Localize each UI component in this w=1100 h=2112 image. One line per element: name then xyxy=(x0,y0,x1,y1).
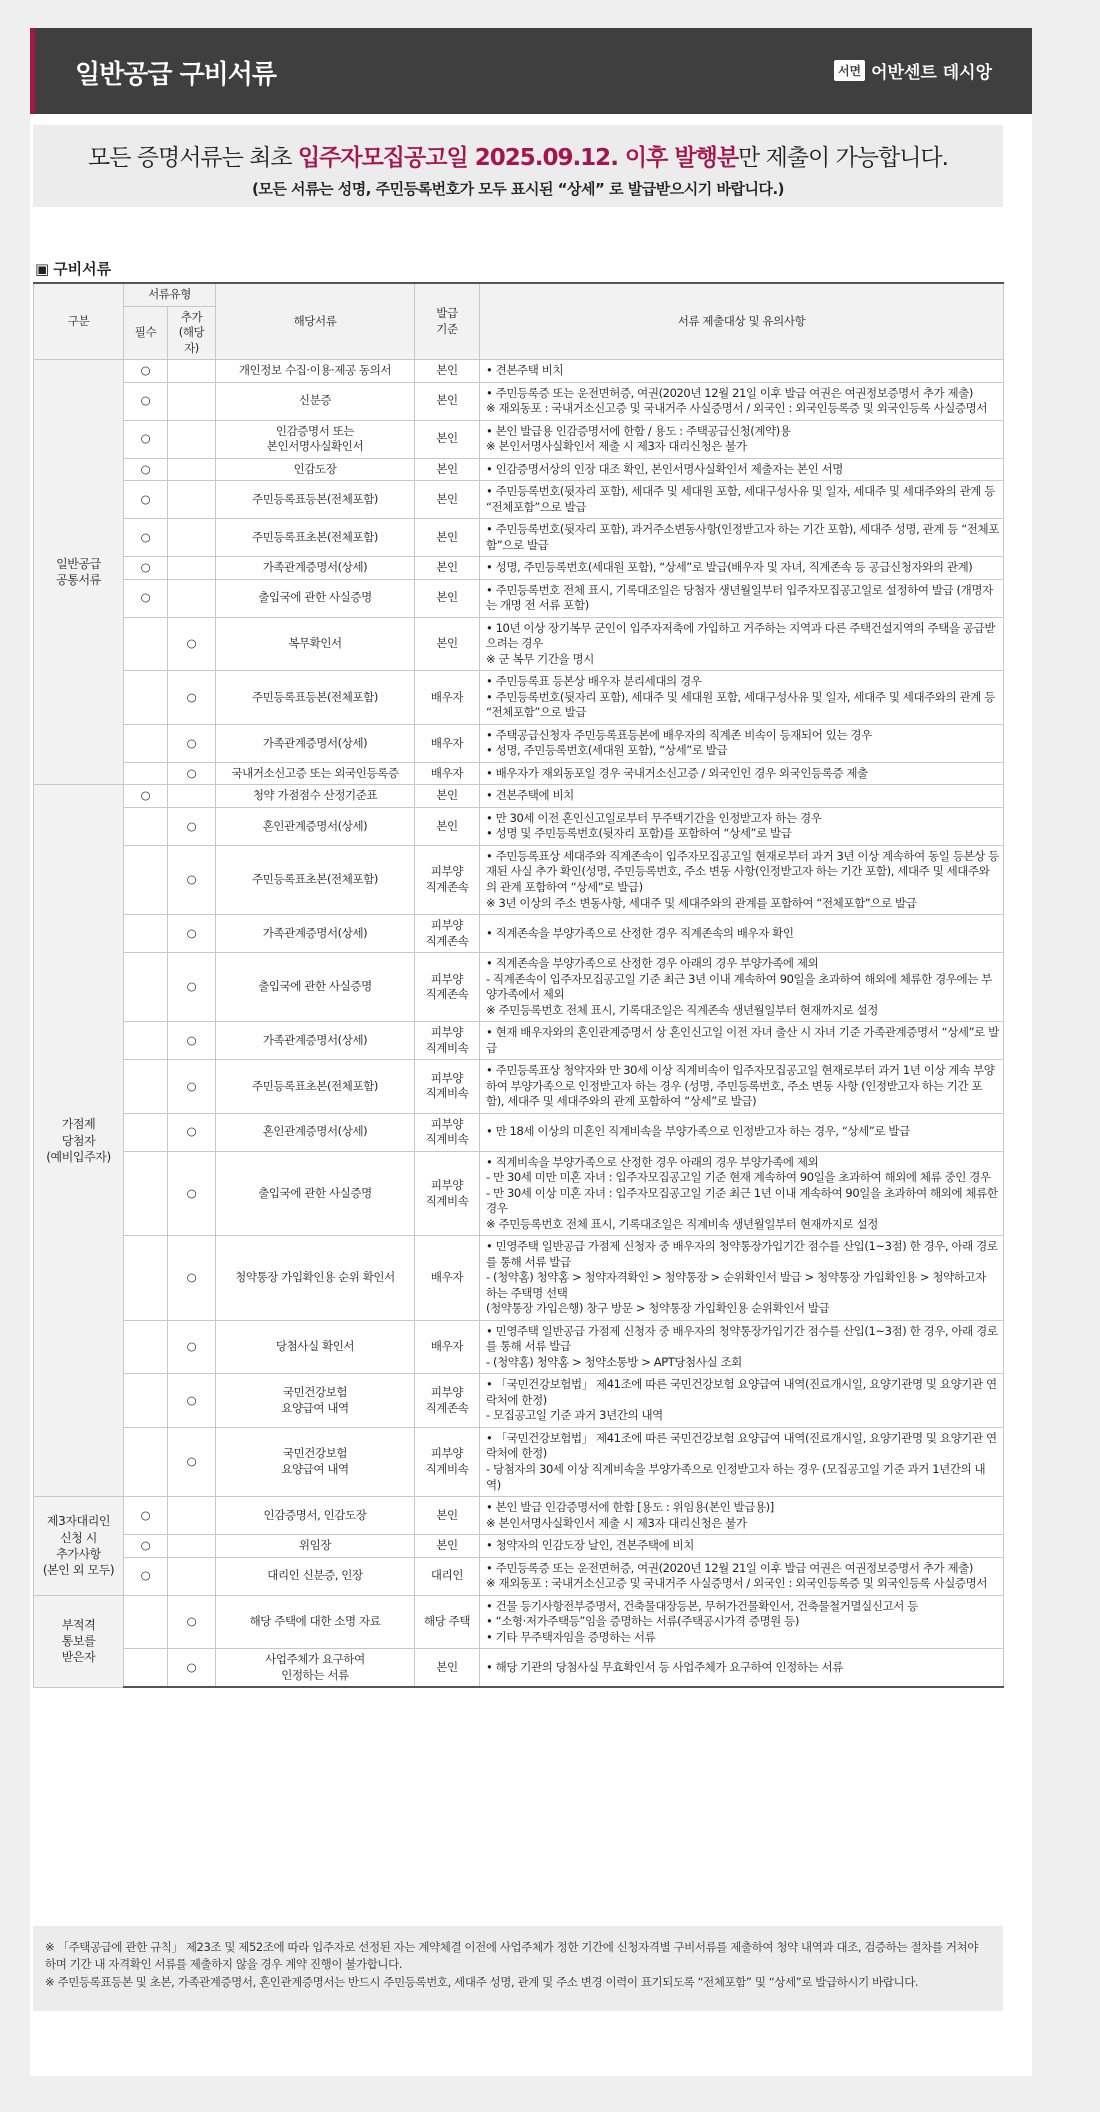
document-notes xyxy=(480,557,1004,580)
table-row xyxy=(34,1557,1004,1595)
note-line: • 주민등록번호(뒷자리 포함), 세대주 및 세대원 포함, 세대구성사유 및 일자, 세대주 및 세대주와의 관계 등 “전체포함”으로 발급 xyxy=(486,689,995,720)
issue-basis: 본인 xyxy=(415,458,480,481)
issue-basis: 본인 xyxy=(415,807,480,845)
note-line: • 성명 및 주민등록번호(뒷자리 포함)를 포함하여 “상세”로 발급 xyxy=(486,826,792,841)
issue-basis: 배우자 xyxy=(415,724,480,762)
required-mark xyxy=(124,724,168,762)
required-mark xyxy=(124,1427,168,1496)
section-title-text: 구비서류 xyxy=(53,260,112,278)
required-mark xyxy=(124,807,168,845)
required-mark xyxy=(124,762,168,785)
additional-mark: ○ xyxy=(168,1427,216,1496)
document-name: 주민등록표초본(전체포함) xyxy=(216,519,415,557)
additional-mark: ○ xyxy=(168,953,216,1022)
table-row xyxy=(34,617,1004,671)
document-name: 대리인 신분증, 인장 xyxy=(216,1557,415,1595)
footer-note: ※ 「주택공급에 관한 규칙」 제23조 및 제52조에 따라 입주자로 선정된 자는 계약체결 이전에 사업주체가 정한 기간에 신청자격별 구비서류를 제출하여 청약 내역과 대조, 검증하는 절차를 거쳐야 하며 기간 내 자격확인 서류를 제출하지 않을 경우 계약 진행이 불가합니다. xyxy=(45,1940,978,1972)
additional-mark: ○ xyxy=(168,915,216,953)
required-mark xyxy=(124,1022,168,1060)
note-line: • 주민등록표상 세대주와 직계존속이 입주자모집공고일 현재로부터 과거 3년 이상 계속하여 동일 등본상 등재된 사실 추가 확인(성명, 주민등록번호, 주소 변동 사항(인정받고자 하는 기간 포함), 세대주 및 세대주와의 관계 포함하여 “상세”로 발급) xyxy=(486,848,999,894)
required-mark: ○ xyxy=(124,420,168,458)
document-notes xyxy=(480,579,1004,617)
document-name: 국내거소신고증 또는 외국인등록증 xyxy=(216,762,415,785)
brand-name: 어반센트 데시앙 xyxy=(871,63,992,83)
issue-basis: 본인 xyxy=(415,519,480,557)
additional-mark xyxy=(168,1535,216,1558)
document-name: 주민등록표등본(전체포함) xyxy=(216,671,415,725)
note-line: • 직계비속을 부양가족으로 산정한 경우 아래의 경우 부양가족에 제외 xyxy=(486,1154,819,1169)
note-line: • 배우자가 재외동포일 경우 국내거소신고증 / 외국인인 경우 외국인등록증 제출 xyxy=(486,765,868,780)
header-category: 구분 xyxy=(34,283,124,360)
table-row xyxy=(34,458,1004,481)
issue-basis: 본인 xyxy=(415,1649,480,1688)
additional-mark xyxy=(168,1497,216,1535)
additional-mark: ○ xyxy=(168,1151,216,1236)
note-line: • 직계존속을 부양가족으로 산정한 경우 아래의 경우 부양가족에 제외 xyxy=(486,956,819,971)
issue-basis: 피부양 직계비속 xyxy=(415,1113,480,1151)
table-row xyxy=(34,1022,1004,1060)
group-label: 일반공급 공통서류 xyxy=(34,360,124,785)
additional-mark: ○ xyxy=(168,1649,216,1688)
note-line: - 모집공고일 기준 과거 3년간의 내역 xyxy=(486,1408,663,1423)
document-name: 출입국에 관한 사실증명 xyxy=(216,953,415,1022)
document-notes xyxy=(480,617,1004,671)
note-line: - 직계존속이 입주자모집공고일 기준 최근 3년 이내 계속하여 90일을 초과하여 해외에 체류한 경우에는 부양가족에서 제외 xyxy=(486,971,992,1002)
issue-basis: 피부양 직계비속 xyxy=(415,1151,480,1236)
table-row xyxy=(34,845,1004,914)
document-name: 가족관계증명서(상세) xyxy=(216,724,415,762)
note-line: • 주민등록표 등본상 배우자 분리세대의 경우 xyxy=(486,674,702,689)
additional-mark xyxy=(168,519,216,557)
issue-basis: 대리인 xyxy=(415,1557,480,1595)
document-name: 가족관계증명서(상세) xyxy=(216,557,415,580)
required-mark xyxy=(124,1236,168,1321)
document-name: 당첨사실 확인서 xyxy=(216,1320,415,1374)
note-line: • 견본주택에 비치 xyxy=(486,788,574,803)
document-notes xyxy=(480,1236,1004,1321)
section-title xyxy=(35,258,111,279)
note-line: • 본인 발급 인감증명서에 한함 [용도 : 위임용(본인 발급용)] xyxy=(486,1500,774,1515)
additional-mark: ○ xyxy=(168,1022,216,1060)
additional-mark: ○ xyxy=(168,807,216,845)
document-name: 해당 주택에 대한 소명 자료 xyxy=(216,1595,415,1649)
table-row xyxy=(34,420,1004,458)
note-line: • 직계존속을 부양가족으로 산정한 경우 직계존속의 배우자 확인 xyxy=(486,925,794,940)
note-line: • 본인 발급용 인감증명서에 한함 / 용도 : 주택공급신청(계약)용 xyxy=(486,423,791,438)
table-row xyxy=(34,1595,1004,1649)
additional-mark xyxy=(168,557,216,580)
notice-highlight: 입주자모집공고일 2025.09.12. 이후 발행분 xyxy=(297,145,739,171)
note-line: • 인감증명서상의 인장 대조 확인, 본인서명사실확인서 제출자는 본인 서명 xyxy=(486,461,843,476)
document-notes xyxy=(480,953,1004,1022)
note-line: • 민영주택 일반공급 가점제 신청자 중 배우자의 청약통장가입기간 점수를 산입(1~3점) 한 경우, 아래 경로를 통해 서류 발급 xyxy=(486,1239,998,1269)
required-mark xyxy=(124,1151,168,1236)
document-name: 청약 가점점수 산정기준표 xyxy=(216,785,415,808)
group-label: 제3자대리인 신청 시 추가사항 (본인 외 모두) xyxy=(34,1497,124,1596)
document-name: 가족관계증명서(상세) xyxy=(216,915,415,953)
required-mark: ○ xyxy=(124,579,168,617)
note-line: ※ 재외동포 : 국내거소신고증 및 국내거주 사실증명서 / 외국인 : 외국인등록증 및 외국인등록 사실증명서 xyxy=(486,401,988,416)
group-label: 가점제 당첨자 (예비입주자) xyxy=(34,785,124,1497)
required-mark xyxy=(124,845,168,914)
document-notes xyxy=(480,762,1004,785)
document-name: 청약통장 가입확인용 순위 확인서 xyxy=(216,1236,415,1321)
additional-mark: ○ xyxy=(168,1060,216,1114)
table-row xyxy=(34,807,1004,845)
issue-basis: 본인 xyxy=(415,785,480,808)
required-mark xyxy=(124,1649,168,1688)
note-line: • 만 18세 이상의 미혼인 직계비속을 부양가족으로 인정받고자 하는 경우, “상세”로 발급 xyxy=(486,1124,910,1139)
group-label: 부적격 통보를 받은자 xyxy=(34,1595,124,1687)
footer-note: ※ 주민등록표등본 및 초본, 가족관계증명서, 혼인관계증명서는 반드시 주민등록번호, 세대주 성명, 관계 및 주소 변경 이력이 표기되도록 “전체포함” 및 “상세”로 발급하시기 바랍니다. xyxy=(45,1974,919,1989)
issue-basis: 본인 xyxy=(415,420,480,458)
issue-basis: 해당 주택 xyxy=(415,1595,480,1649)
table-row xyxy=(34,1497,1004,1535)
table-row xyxy=(34,1236,1004,1321)
issue-basis: 본인 xyxy=(415,1535,480,1558)
additional-mark xyxy=(168,360,216,383)
note-line: • 「국민건강보험법」 제41조에 따른 국민건강보험 요양급여 내역(진료개시일, 요양기관명 및 요양기관 연락처에 한정) xyxy=(486,1430,997,1461)
note-line: • 민영주택 일반공급 가점제 신청자 중 배우자의 청약통장가입기간 점수를 산입(1~3점) 한 경우, 아래 경로를 통해 서류 발급 xyxy=(486,1323,998,1354)
note-line: • 현재 배우자와의 혼인관계증명서 상 혼인신고일 이전 자녀 출산 시 자녀 기준 가족관계증명서 “상세”로 발급 xyxy=(486,1025,999,1055)
required-mark: ○ xyxy=(124,1535,168,1558)
note-line: • 만 30세 이전 혼인신고일로부터 무주택기간을 인정받고자 하는 경우 xyxy=(486,810,822,825)
document-name: 주민등록표초본(전체포함) xyxy=(216,1060,415,1114)
document-notes xyxy=(480,458,1004,481)
note-line: • 주민등록번호(뒷자리 포함), 세대주 및 세대원 포함, 세대구성사유 및 일자, 세대주 및 세대주와의 관계 등 “전체포함”으로 발급 xyxy=(486,484,995,514)
note-line: ※ 재외동포 : 국내거소신고증 및 국내거주 사실증명서 / 외국인 : 외국인등록증 및 외국인등록 사실증명서 xyxy=(486,1576,988,1591)
required-mark xyxy=(124,1060,168,1114)
required-mark: ○ xyxy=(124,1557,168,1595)
additional-mark xyxy=(168,579,216,617)
document-name: 국민건강보험 요양급여 내역 xyxy=(216,1374,415,1428)
note-line: - (청약홈) 청약홈 > 청약자격확인 > 청약통장 > 순위확인서 발급 > 청약통장 가입확인용 > 청약하고자 하는 주택명 선택 xyxy=(486,1270,986,1300)
required-mark xyxy=(124,1113,168,1151)
document-name: 혼인관계증명서(상세) xyxy=(216,807,415,845)
table-row xyxy=(34,1427,1004,1496)
page-title: 일반공급 구비서류 xyxy=(75,60,276,90)
issue-basis: 피부양 직계비속 xyxy=(415,1060,480,1114)
issue-basis: 본인 xyxy=(415,617,480,671)
document-notes xyxy=(480,1557,1004,1595)
issue-basis: 본인 xyxy=(415,579,480,617)
required-mark xyxy=(124,617,168,671)
document-notes xyxy=(480,915,1004,953)
additional-mark: ○ xyxy=(168,1236,216,1321)
table-row xyxy=(34,382,1004,420)
table-row xyxy=(34,1113,1004,1151)
note-line: • 견본주택 비치 xyxy=(486,363,564,378)
issue-basis: 피부양 직계비속 xyxy=(415,1022,480,1060)
required-mark: ○ xyxy=(124,458,168,481)
issue-basis: 본인 xyxy=(415,1497,480,1535)
header-notes: 서류 제출대상 및 유의사항 xyxy=(480,283,1004,360)
additional-mark: ○ xyxy=(168,1320,216,1374)
additional-mark: ○ xyxy=(168,1374,216,1428)
note-line: • 성명, 주민등록번호(세대원 포함), “상세”로 발급 xyxy=(486,743,728,758)
required-mark: ○ xyxy=(124,519,168,557)
required-mark xyxy=(124,1595,168,1649)
document-name: 출입국에 관한 사실증명 xyxy=(216,1151,415,1236)
document-notes xyxy=(480,1022,1004,1060)
required-mark: ○ xyxy=(124,360,168,383)
required-mark xyxy=(124,953,168,1022)
document-name: 혼인관계증명서(상세) xyxy=(216,1113,415,1151)
required-mark xyxy=(124,1374,168,1428)
table-row xyxy=(34,1374,1004,1428)
issue-basis: 배우자 xyxy=(415,1320,480,1374)
document-notes xyxy=(480,420,1004,458)
document-notes xyxy=(480,671,1004,725)
required-mark: ○ xyxy=(124,1497,168,1535)
document-notes xyxy=(480,1374,1004,1428)
brand-mark: 서면 xyxy=(834,60,865,81)
additional-mark: ○ xyxy=(168,671,216,725)
document-name: 신분증 xyxy=(216,382,415,420)
issue-basis: 피부양 직계존속 xyxy=(415,1374,480,1428)
required-mark xyxy=(124,1320,168,1374)
required-mark xyxy=(124,671,168,725)
document-notes xyxy=(480,481,1004,519)
header-additional: 추가 (해당자) xyxy=(168,306,216,360)
note-line: - 만 30세 미만 미혼 자녀 : 입주자모집공고일 기준 현재 계속하여 90일을 초과하여 해외에 체류 중인 경우 xyxy=(486,1170,991,1185)
document-name: 주민등록표초본(전체포함) xyxy=(216,845,415,914)
footer-notes xyxy=(33,1926,1003,2011)
required-mark: ○ xyxy=(124,785,168,808)
additional-mark xyxy=(168,481,216,519)
document-name: 사업주체가 요구하여 인정하는 서류 xyxy=(216,1649,415,1688)
issue-basis: 피부양 직계존속 xyxy=(415,845,480,914)
issue-basis: 피부양 직계존속 xyxy=(415,915,480,953)
document-name: 가족관계증명서(상세) xyxy=(216,1022,415,1060)
note-line: ※ 3년 이상의 주소 변동사항, 세대주 및 세대주와의 관계를 포함하여 “전체포함”으로 발급 xyxy=(486,895,917,910)
table-row xyxy=(34,915,1004,953)
document-notes xyxy=(480,1427,1004,1496)
note-line: • 기타 무주택자임을 증명하는 서류 xyxy=(486,1629,656,1644)
header-bar xyxy=(30,28,1032,114)
table-row xyxy=(34,557,1004,580)
note-line: ※ 주민등록번호 전체 표시, 기록대조일은 직계존속 생년월일부터 현재까지로 설정 xyxy=(486,1002,878,1017)
note-line: ※ 본인서명사실확인서 제출 시 제3자 대리신청은 불가 xyxy=(486,1515,747,1530)
document-name: 개인정보 수집·이용·제공 동의서 xyxy=(216,360,415,383)
header-doc-type: 서류유형 xyxy=(124,283,216,306)
additional-mark: ○ xyxy=(168,617,216,671)
table-row xyxy=(34,579,1004,617)
document-notes xyxy=(480,1649,1004,1688)
document-notes xyxy=(480,1151,1004,1236)
required-mark: ○ xyxy=(124,481,168,519)
document-notes xyxy=(480,807,1004,845)
note-line: • 「국민건강보험법」 제41조에 따른 국민건강보험 요양급여 내역(진료개시일, 요양기관명 및 요양기관 연락처에 한정) xyxy=(486,1377,997,1407)
document-notes xyxy=(480,1113,1004,1151)
table-row xyxy=(34,671,1004,725)
note-line: • 주민등록번호(뒷자리 포함), 과거주소변동사항(인정받고자 하는 기간 포함), 세대주 성명, 관계 등 “전체포함”으로 발급 xyxy=(486,522,999,552)
note-line: • “소형·저가주택등”임을 증명하는 서류(주택공시가격 증명원 등) xyxy=(486,1614,799,1629)
note-line: • 청약자의 인감도장 날인, 견본주택에 비치 xyxy=(486,1538,694,1553)
document-notes xyxy=(480,360,1004,383)
additional-mark: ○ xyxy=(168,1113,216,1151)
brand-logo xyxy=(834,58,992,83)
issue-basis: 피부양 직계비속 xyxy=(415,1427,480,1496)
additional-mark xyxy=(168,1557,216,1595)
issue-basis: 배우자 xyxy=(415,671,480,725)
document-name: 인감도장 xyxy=(216,458,415,481)
header-basis: 발급 기준 xyxy=(415,283,480,360)
additional-mark xyxy=(168,785,216,808)
note-line: - 만 30세 이상 미혼 자녀 : 입주자모집공고일 기준 최근 1년 이내 계속하여 90일을 초과하여 해외에 체류한 경우 xyxy=(486,1185,998,1216)
document-notes xyxy=(480,1497,1004,1535)
table-row xyxy=(34,1320,1004,1374)
note-line: • 해당 기관의 당첨사실 무효확인서 등 사업주체가 요구하여 인정하는 서류 xyxy=(486,1659,843,1674)
note-line: - 당첨자의 30세 이상 직계비속을 부양가족으로 인정받고자 하는 경우 (모집공고일 기준 과거 1년간의 내역) xyxy=(486,1462,986,1492)
square-bullet-icon: ▣ xyxy=(35,259,50,278)
document-name: 출입국에 관한 사실증명 xyxy=(216,579,415,617)
document-name: 복무확인서 xyxy=(216,617,415,671)
required-mark: ○ xyxy=(124,557,168,580)
document-name: 인감증명서, 인감도장 xyxy=(216,1497,415,1535)
note-line: ※ 군 복무 기간을 명시 xyxy=(486,651,594,666)
document-name: 국민건강보험 요양급여 내역 xyxy=(216,1427,415,1496)
note-line: • 주택공급신청자 주민등록표등본에 배우자의 직계존 비속이 등재되어 있는 경우 xyxy=(486,727,872,742)
issue-basis: 본인 xyxy=(415,557,480,580)
note-line: • 성명, 주민등록번호(세대원 포함), “상세”로 발급(배우자 및 자녀, 직계존속 등 공급신청자와의 관계) xyxy=(486,560,973,575)
note-line: • 주민등록증 또는 운전면허증, 여권(2020년 12월 21일 이후 발급 여권은 여권정보증명서 추가 제출) xyxy=(486,1560,974,1575)
additional-mark: ○ xyxy=(168,845,216,914)
issue-basis: 피부양 직계존속 xyxy=(415,953,480,1022)
additional-mark xyxy=(168,382,216,420)
table-row xyxy=(34,1535,1004,1558)
note-line: ※ 주민등록번호 전체 표시, 기록대조일은 직계비속 생년월일부터 현재까지로 설정 xyxy=(486,1216,878,1231)
documents-table xyxy=(33,282,1004,1688)
required-mark: ○ xyxy=(124,382,168,420)
note-line: (청약통장 가입은행) 창구 방문 > 청약통장 가입확인용 순위확인서 발급 xyxy=(486,1301,830,1316)
table-row xyxy=(34,953,1004,1022)
note-line: ※ 본인서명사실확인서 제출 시 제3자 대리신청은 불가 xyxy=(486,439,747,454)
table-row xyxy=(34,519,1004,557)
note-line: • 주민등록번호 전체 표시, 기록대조일은 당첨자 생년월일부터 입주자모집공고일로 설정하여 발급 (개명자는 개명 전 서류 포함) xyxy=(486,582,993,613)
document-notes xyxy=(480,382,1004,420)
notice-line-1: 모든 증명서류는 최초 입주자모집공고일 2025.09.12. 이후 발행분만 제출이 가능합니다. xyxy=(88,145,948,171)
additional-mark: ○ xyxy=(168,1595,216,1649)
additional-mark: ○ xyxy=(168,724,216,762)
additional-mark xyxy=(168,420,216,458)
note-line: • 주민등록증 또는 운전면허증, 여권(2020년 12월 21일 이후 발급 여권은 여권정보증명서 추가 제출) xyxy=(486,385,974,400)
note-line: • 10년 이상 장기복무 군인이 입주자저축에 가입하고 거주하는 지역과 다른 주택건설지역의 주택을 공급받으려는 경우 xyxy=(486,620,996,651)
notice-line-2: (모든 서류는 성명, 주민등록번호가 모두 표시된 “상세” 로 발급받으시기 바랍니다.) xyxy=(251,180,784,198)
document-notes xyxy=(480,724,1004,762)
note-line: - (청약홈) 청약홈 > 청약소통방 > APT당첨사실 조회 xyxy=(486,1354,742,1369)
table-row xyxy=(34,762,1004,785)
additional-mark: ○ xyxy=(168,762,216,785)
document-notes xyxy=(480,519,1004,557)
issue-basis: 본인 xyxy=(415,360,480,383)
issue-basis: 본인 xyxy=(415,382,480,420)
additional-mark xyxy=(168,458,216,481)
table-row xyxy=(34,785,1004,808)
issue-basis: 배우자 xyxy=(415,1236,480,1321)
header-document: 해당서류 xyxy=(216,283,415,360)
required-mark xyxy=(124,915,168,953)
document-notes xyxy=(480,1535,1004,1558)
document-name: 주민등록표등본(전체포함) xyxy=(216,481,415,519)
issue-basis: 배우자 xyxy=(415,762,480,785)
note-line: • 주민등록표상 청약자와 만 30세 이상 직계비속이 입주자모집공고일 현재로부터 과거 1년 이상 계속 부양하여 부양가족으로 인정받고자 하는 경우 (성명, 주민등록번호, 주소 변동 사항 (인정받고자 하는 기간 포함), 세대주 및 세대주와의 관계 포함하여 “상세”로 발급) xyxy=(486,1063,995,1109)
document-notes xyxy=(480,1320,1004,1374)
table-row xyxy=(34,360,1004,383)
table-row xyxy=(34,1060,1004,1114)
issue-basis: 본인 xyxy=(415,481,480,519)
table-row xyxy=(34,481,1004,519)
table-row xyxy=(34,1151,1004,1236)
document-notes xyxy=(480,785,1004,808)
notice-box xyxy=(33,125,1003,207)
table-row xyxy=(34,724,1004,762)
document-notes xyxy=(480,1595,1004,1649)
document-name: 위임장 xyxy=(216,1535,415,1558)
header-required: 필수 xyxy=(124,306,168,360)
document-name: 인감증명서 또는 본인서명사실확인서 xyxy=(216,420,415,458)
note-line: • 건물 등기사항전부증명서, 건축물대장등본, 무허가건물확인서, 건축물철거멸실신고서 등 xyxy=(486,1598,918,1613)
document-notes xyxy=(480,845,1004,914)
document-notes xyxy=(480,1060,1004,1114)
table-row xyxy=(34,1649,1004,1688)
